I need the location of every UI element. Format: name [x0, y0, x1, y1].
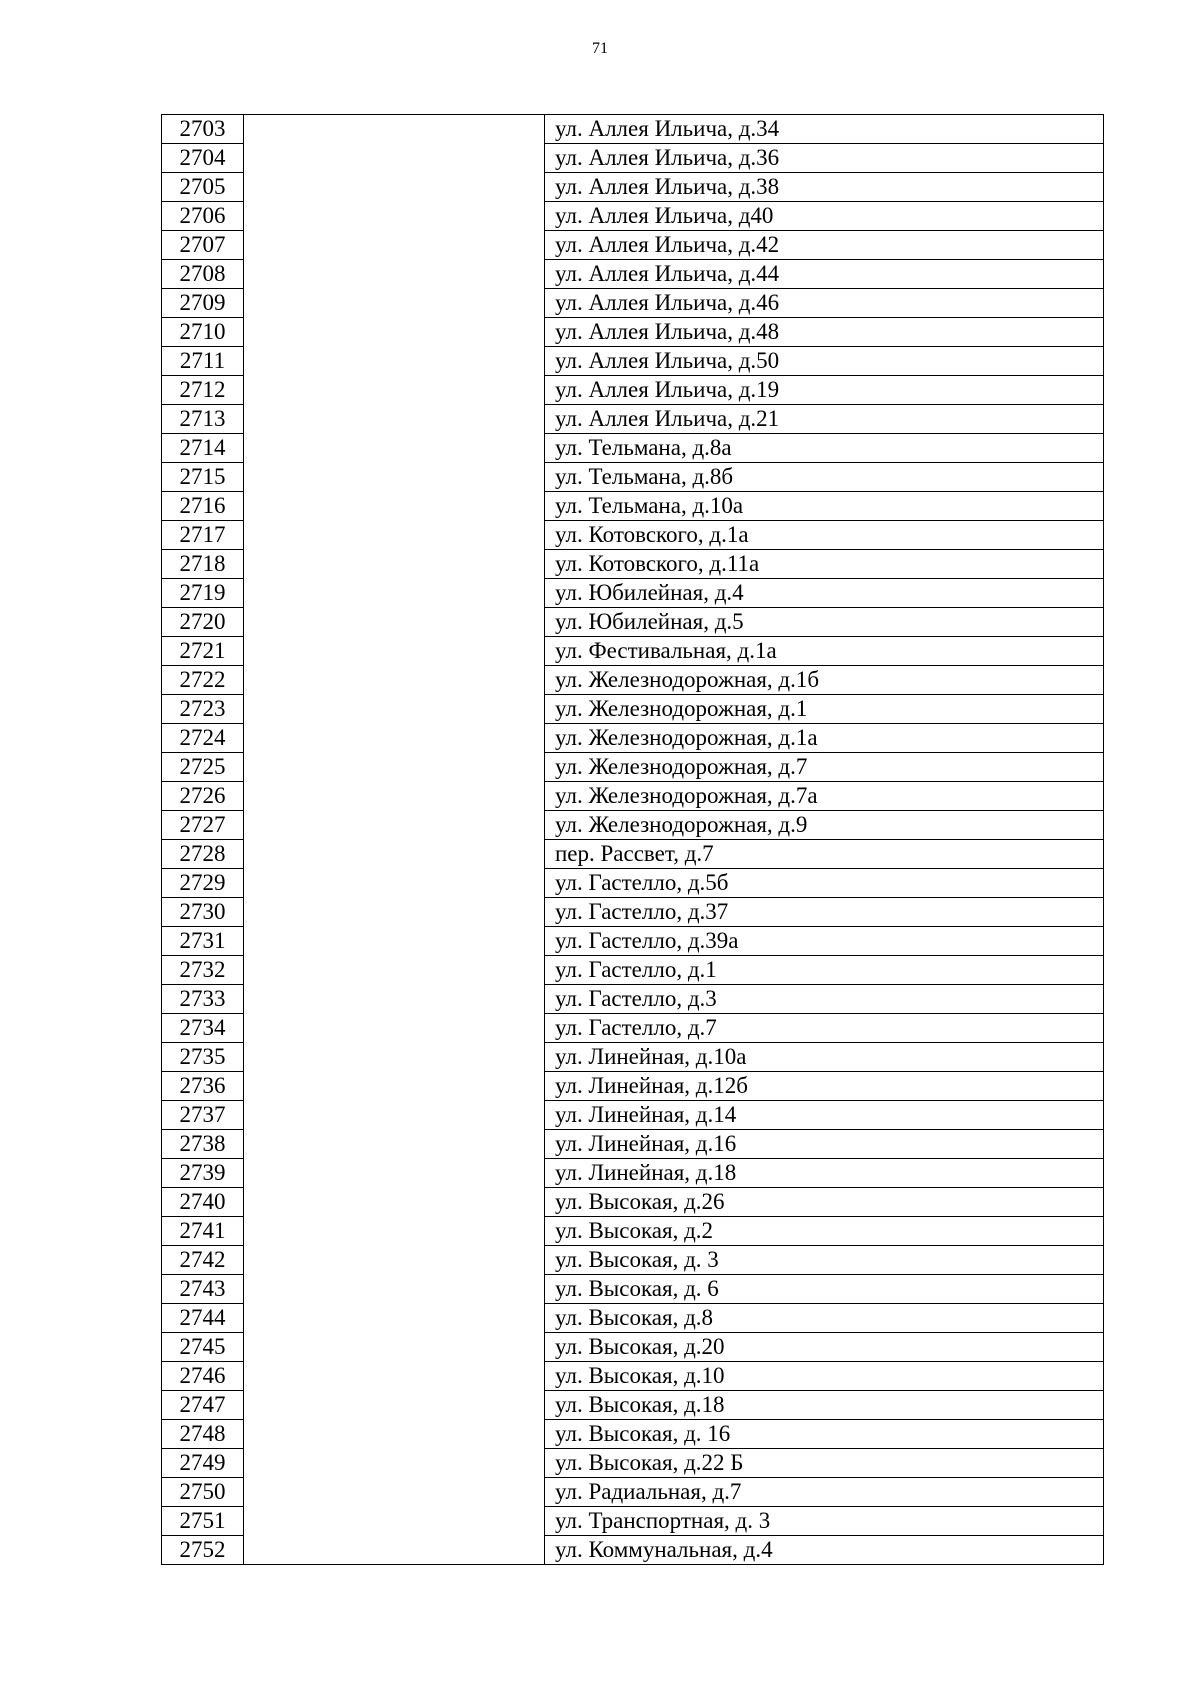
table-row	[162, 1246, 1104, 1275]
row-number-cell: 2743	[162, 1275, 244, 1304]
row-number-cell: 2736	[162, 1072, 244, 1101]
empty-cell	[244, 1159, 545, 1188]
table-row	[162, 1536, 1104, 1565]
table-row	[162, 260, 1104, 289]
table-row	[162, 1304, 1104, 1333]
table-row	[162, 1014, 1104, 1043]
address-cell: ул. Высокая, д.26	[545, 1188, 1104, 1217]
address-cell: ул. Аллея Ильича, д.19	[545, 376, 1104, 405]
table-row	[162, 492, 1104, 521]
address-cell: ул. Линейная, д.18	[545, 1159, 1104, 1188]
address-cell: ул. Линейная, д.14	[545, 1101, 1104, 1130]
row-number-cell: 2704	[162, 144, 244, 173]
address-cell: ул. Юбилейная, д.5	[545, 608, 1104, 637]
table-row	[162, 811, 1104, 840]
empty-cell	[244, 1304, 545, 1333]
table-row	[162, 1449, 1104, 1478]
address-cell: ул. Тельмана, д.8а	[545, 434, 1104, 463]
empty-cell	[244, 579, 545, 608]
address-cell: ул. Высокая, д.18	[545, 1391, 1104, 1420]
table-row	[162, 753, 1104, 782]
row-number-cell: 2723	[162, 695, 244, 724]
row-number-cell: 2710	[162, 318, 244, 347]
empty-cell	[244, 1101, 545, 1130]
table-row	[162, 695, 1104, 724]
row-number-cell: 2715	[162, 463, 244, 492]
empty-cell	[244, 1130, 545, 1159]
empty-cell	[244, 637, 545, 666]
row-number-cell: 2729	[162, 869, 244, 898]
row-number-cell: 2737	[162, 1101, 244, 1130]
address-cell: ул. Высокая, д.10	[545, 1362, 1104, 1391]
table-row	[162, 1391, 1104, 1420]
table-row	[162, 666, 1104, 695]
table-row	[162, 521, 1104, 550]
address-cell: ул. Высокая, д.8	[545, 1304, 1104, 1333]
address-cell: ул. Тельмана, д.8б	[545, 463, 1104, 492]
table-row	[162, 1072, 1104, 1101]
row-number-cell: 2709	[162, 289, 244, 318]
address-cell: ул. Гастелло, д.37	[545, 898, 1104, 927]
empty-cell	[244, 956, 545, 985]
empty-cell	[244, 1014, 545, 1043]
empty-cell	[244, 318, 545, 347]
table-row	[162, 1188, 1104, 1217]
table-row	[162, 1478, 1104, 1507]
table-row	[162, 173, 1104, 202]
address-cell: ул. Железнодорожная, д.7а	[545, 782, 1104, 811]
row-number-cell: 2718	[162, 550, 244, 579]
empty-cell	[244, 1478, 545, 1507]
row-number-cell: 2742	[162, 1246, 244, 1275]
empty-cell	[244, 753, 545, 782]
address-cell: ул. Аллея Ильича, д.34	[545, 115, 1104, 144]
table-row	[162, 869, 1104, 898]
row-number-cell: 2726	[162, 782, 244, 811]
row-number-cell: 2703	[162, 115, 244, 144]
empty-cell	[244, 811, 545, 840]
row-number-cell: 2708	[162, 260, 244, 289]
empty-cell	[244, 289, 545, 318]
empty-cell	[244, 1362, 545, 1391]
row-number-cell: 2716	[162, 492, 244, 521]
empty-cell	[244, 347, 545, 376]
address-cell: ул. Железнодорожная, д.1	[545, 695, 1104, 724]
address-cell: ул. Котовского, д.11а	[545, 550, 1104, 579]
row-number-cell: 2735	[162, 1043, 244, 1072]
table-row	[162, 1507, 1104, 1536]
row-number-cell: 2733	[162, 985, 244, 1014]
address-cell: ул. Железнодорожная, д.1б	[545, 666, 1104, 695]
empty-cell	[244, 608, 545, 637]
address-cell: ул. Высокая, д.2	[545, 1217, 1104, 1246]
table-row	[162, 115, 1104, 144]
table-row	[162, 1420, 1104, 1449]
empty-cell	[244, 782, 545, 811]
address-cell: ул. Железнодорожная, д.7	[545, 753, 1104, 782]
table-row	[162, 1217, 1104, 1246]
table-row	[162, 347, 1104, 376]
address-cell: ул. Коммунальная, д.4	[545, 1536, 1104, 1565]
empty-cell	[244, 173, 545, 202]
address-cell: ул. Высокая, д.22 Б	[545, 1449, 1104, 1478]
empty-cell	[244, 1420, 545, 1449]
table-row	[162, 1159, 1104, 1188]
row-number-cell: 2727	[162, 811, 244, 840]
table-row	[162, 1101, 1104, 1130]
table-row	[162, 579, 1104, 608]
address-cell: ул. Аллея Ильича, д.42	[545, 231, 1104, 260]
row-number-cell: 2720	[162, 608, 244, 637]
empty-cell	[244, 231, 545, 260]
empty-cell	[244, 144, 545, 173]
row-number-cell: 2734	[162, 1014, 244, 1043]
address-cell: ул. Юбилейная, д.4	[545, 579, 1104, 608]
empty-cell	[244, 666, 545, 695]
address-cell: ул. Гастелло, д.1	[545, 956, 1104, 985]
row-number-cell: 2721	[162, 637, 244, 666]
empty-cell	[244, 492, 545, 521]
empty-cell	[244, 840, 545, 869]
table-row	[162, 898, 1104, 927]
table-row	[162, 202, 1104, 231]
row-number-cell: 2740	[162, 1188, 244, 1217]
address-cell: ул. Аллея Ильича, д.46	[545, 289, 1104, 318]
row-number-cell: 2719	[162, 579, 244, 608]
address-cell: ул. Гастелло, д.3	[545, 985, 1104, 1014]
empty-cell	[244, 1333, 545, 1362]
empty-cell	[244, 405, 545, 434]
row-number-cell: 2752	[162, 1536, 244, 1565]
table-row	[162, 231, 1104, 260]
address-cell: ул. Аллея Ильича, д.38	[545, 173, 1104, 202]
address-cell: ул. Аллея Ильича, д.21	[545, 405, 1104, 434]
row-number-cell: 2739	[162, 1159, 244, 1188]
row-number-cell: 2730	[162, 898, 244, 927]
table-row	[162, 985, 1104, 1014]
empty-cell	[244, 1188, 545, 1217]
row-number-cell: 2717	[162, 521, 244, 550]
table-row	[162, 637, 1104, 666]
table-row	[162, 956, 1104, 985]
row-number-cell: 2713	[162, 405, 244, 434]
row-number-cell: 2728	[162, 840, 244, 869]
address-cell: ул. Гастелло, д.7	[545, 1014, 1104, 1043]
row-number-cell: 2738	[162, 1130, 244, 1159]
table-row	[162, 1333, 1104, 1362]
address-cell: ул. Аллея Ильича, д.36	[545, 144, 1104, 173]
empty-cell	[244, 1275, 545, 1304]
address-cell: пер. Рассвет, д.7	[545, 840, 1104, 869]
empty-cell	[244, 724, 545, 753]
address-cell: ул. Высокая, д.20	[545, 1333, 1104, 1362]
empty-cell	[244, 1217, 545, 1246]
address-cell: ул. Аллея Ильича, д.50	[545, 347, 1104, 376]
table-row	[162, 840, 1104, 869]
address-table-body	[162, 115, 1104, 1565]
row-number-cell: 2711	[162, 347, 244, 376]
address-cell: ул. Котовского, д.1а	[545, 521, 1104, 550]
empty-cell	[244, 260, 545, 289]
address-cell: ул. Транспортная, д. 3	[545, 1507, 1104, 1536]
empty-cell	[244, 376, 545, 405]
row-number-cell: 2732	[162, 956, 244, 985]
address-cell: ул. Линейная, д.12б	[545, 1072, 1104, 1101]
empty-cell	[244, 115, 545, 144]
row-number-cell: 2722	[162, 666, 244, 695]
row-number-cell: 2748	[162, 1420, 244, 1449]
address-cell: ул. Железнодорожная, д.9	[545, 811, 1104, 840]
row-number-cell: 2750	[162, 1478, 244, 1507]
table-row	[162, 550, 1104, 579]
empty-cell	[244, 463, 545, 492]
empty-cell	[244, 869, 545, 898]
address-cell: ул. Линейная, д.16	[545, 1130, 1104, 1159]
table-row	[162, 405, 1104, 434]
row-number-cell: 2747	[162, 1391, 244, 1420]
table-row	[162, 289, 1104, 318]
address-cell: ул. Фестивальная, д.1а	[545, 637, 1104, 666]
table-row	[162, 608, 1104, 637]
address-cell: ул. Гастелло, д.39а	[545, 927, 1104, 956]
empty-cell	[244, 1449, 545, 1478]
empty-cell	[244, 1507, 545, 1536]
address-cell: ул. Аллея Ильича, д40	[545, 202, 1104, 231]
empty-cell	[244, 1043, 545, 1072]
address-cell: ул. Железнодорожная, д.1а	[545, 724, 1104, 753]
row-number-cell: 2746	[162, 1362, 244, 1391]
table-row	[162, 1362, 1104, 1391]
row-number-cell: 2749	[162, 1449, 244, 1478]
row-number-cell: 2741	[162, 1217, 244, 1246]
row-number-cell: 2707	[162, 231, 244, 260]
empty-cell	[244, 1072, 545, 1101]
address-cell: ул. Гастелло, д.5б	[545, 869, 1104, 898]
row-number-cell: 2751	[162, 1507, 244, 1536]
empty-cell	[244, 985, 545, 1014]
address-cell: ул. Тельмана, д.10а	[545, 492, 1104, 521]
table-row	[162, 463, 1104, 492]
empty-cell	[244, 434, 545, 463]
address-cell: ул. Высокая, д. 3	[545, 1246, 1104, 1275]
empty-cell	[244, 927, 545, 956]
table-row	[162, 376, 1104, 405]
empty-cell	[244, 898, 545, 927]
page-number: 71	[592, 40, 608, 57]
table-row	[162, 318, 1104, 347]
address-cell: ул. Аллея Ильича, д.48	[545, 318, 1104, 347]
row-number-cell: 2744	[162, 1304, 244, 1333]
row-number-cell: 2705	[162, 173, 244, 202]
row-number-cell: 2724	[162, 724, 244, 753]
table-row	[162, 927, 1104, 956]
empty-cell	[244, 1391, 545, 1420]
table-row	[162, 1130, 1104, 1159]
address-cell: ул. Линейная, д.10а	[545, 1043, 1104, 1072]
row-number-cell: 2731	[162, 927, 244, 956]
table-row	[162, 144, 1104, 173]
row-number-cell: 2712	[162, 376, 244, 405]
address-cell: ул. Аллея Ильича, д.44	[545, 260, 1104, 289]
table-row	[162, 724, 1104, 753]
table-row	[162, 434, 1104, 463]
empty-cell	[244, 695, 545, 724]
address-cell: ул. Радиальная, д.7	[545, 1478, 1104, 1507]
row-number-cell: 2714	[162, 434, 244, 463]
row-number-cell: 2706	[162, 202, 244, 231]
empty-cell	[244, 202, 545, 231]
table-row	[162, 782, 1104, 811]
address-cell: ул. Высокая, д. 6	[545, 1275, 1104, 1304]
row-number-cell: 2725	[162, 753, 244, 782]
table-row	[162, 1275, 1104, 1304]
table-row	[162, 1043, 1104, 1072]
address-cell: ул. Высокая, д. 16	[545, 1420, 1104, 1449]
address-table	[161, 114, 1104, 1565]
empty-cell	[244, 1246, 545, 1275]
row-number-cell: 2745	[162, 1333, 244, 1362]
empty-cell	[244, 1536, 545, 1565]
empty-cell	[244, 550, 545, 579]
empty-cell	[244, 521, 545, 550]
